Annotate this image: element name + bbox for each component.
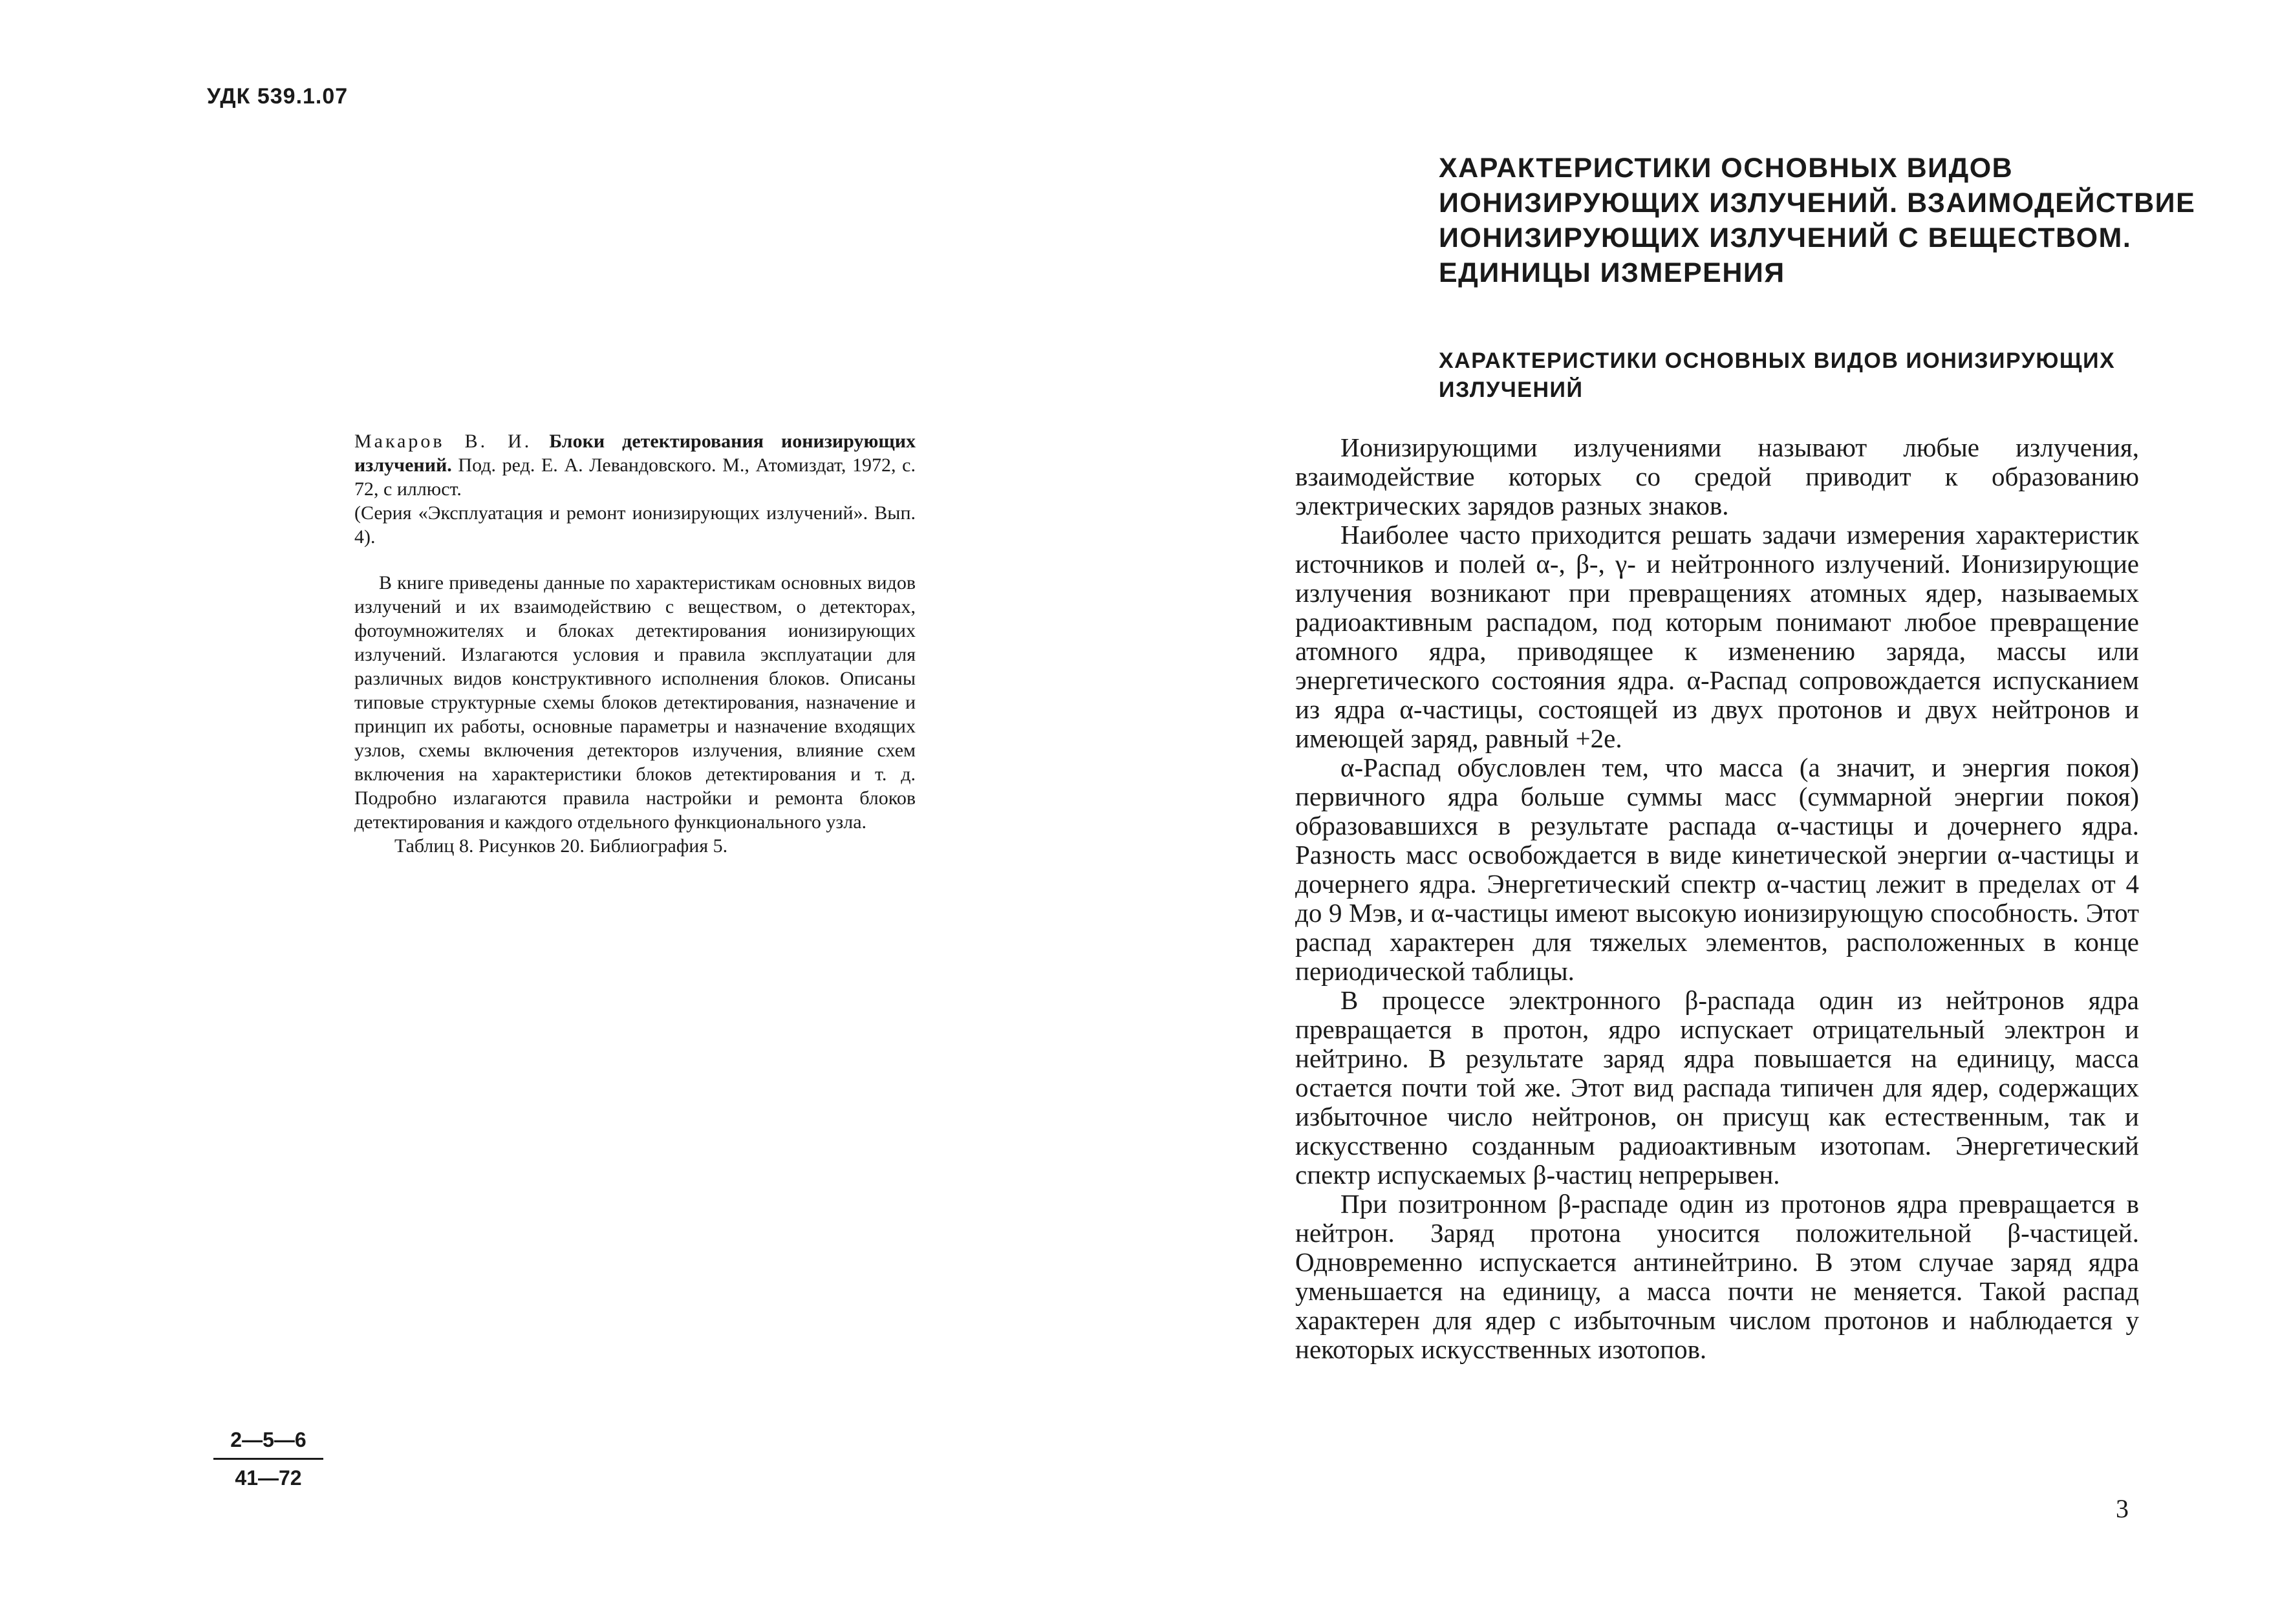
udk-code: УДК 539.1.07 — [207, 84, 349, 109]
chapter-title: ХАРАКТЕРИСТИКИ ОСНОВНЫХ ВИДОВ ИОНИЗИРУЮЩИХ ИЗЛУЧЕНИЙ. ВЗАИМОДЕЙСТВИЕ ИОНИЗИРУЮЩИХ ИЗЛУЧЕНИЙ С ВЕЩЕСТВОМ. ЕДИНИЦЫ ИЗМЕРЕНИЯ — [1439, 153, 2196, 288]
bibliographic-card — [354, 429, 916, 858]
citation-imprint: Под. ред. Е. А. Левандовского. М., Атомиздат, 1972, с. 72, с иллюст. — [354, 454, 916, 500]
paragraph: При позитронном β-распаде один из протонов ядра превращается в нейтрон. Заряд протона уносится положительной β-частицей. Одновременно испускается антинейтрино. В этом случае заряд ядра уменьшается на единицу, а масса почти не меняется. Такой распад характерен для ядер с избыточным числом протонов и наблюдается у некоторых искусственных изотопов. — [1295, 1189, 2139, 1364]
catalog-code-denominator: 41—72 — [235, 1466, 302, 1490]
paragraph: В процессе электронного β-распада один из нейтронов ядра превращается в протон, ядро испускает отрицательный электрон и нейтрино. В результате заряд ядра повышается на единицу, масса остается почти той же. Этот вид распада типичен для ядер, содержащих избыточное число нейтронов, он присущ как естественным, так и искусственно созданным радиоактивным изотопам. Энергетический спектр испускаемых β-частиц непрерывен. — [1295, 985, 2139, 1190]
catalog-code — [213, 1426, 323, 1492]
body-text — [1295, 433, 2139, 1364]
paragraph: Наиболее часто приходится решать задачи измерения характеристик источников и полей α-, β-, γ- и нейтронного излучений. Ионизирующие излучения возникают при превращениях атомных ядер, называемых радиоактивным распадом, под которым понимают любое превращение атомного ядра, приводящее к изменению заряда, массы или энергетического состояния ядра. α-Распад сопровождается испусканием из ядра α-частицы, состоящей из двух протонов и двух нейтронов и имеющей заряд, равный +2e. — [1295, 520, 2139, 753]
citation — [354, 429, 916, 501]
page-number: 3 — [2116, 1494, 2129, 1523]
catalog-code-numerator: 2—5—6 — [213, 1426, 323, 1460]
annotation: В книге приведены данные по характеристикам основных видов излучений и их взаимодействию с веществом, о детекторах, фотоумножителях и блоках детектирования ионизирующих излучений. Излагаются условия и правила эксплуатации для различных видов конструктивного исполнения блоков. Описаны типовые структурные схемы блоков детектирования, назначение и принцип их работы, основные параметры и назначение входящих узлов, схемы включения детекторов излучения, влияние схем включения на характеристики блоков детектирования и т. д. Подробно излагаются правила настройки и ремонта блоков детектирования и каждого отдельного функционального узла. — [354, 572, 916, 833]
citation-author: Макаров В. И. — [354, 431, 532, 452]
paragraph: Ионизирующими излучениями называют любые излучения, взаимодействие которых со средой приводит к образованию электрических зарядов разных знаков. — [1295, 433, 2139, 520]
citation-series: (Серия «Эксплуатация и ремонт ионизирующих излучений». Вып. 4). — [354, 502, 916, 548]
paragraph: α-Распад обусловлен тем, что масса (а значит, и энергия покоя) первичного ядра больше суммы масс (суммарной энергии покоя) образовавшихся в результате распада α-частицы и дочернего ядра. Разность масс освобождается в виде кинетической энергии α-частицы и дочернего ядра. Энергетический спектр α-частиц лежит в пределах от 4 до 9 Мэв, и α-частицы имеют высокую ионизирующую способность. Этот распад характерен для тяжелых элементов, расположенных в конце периодической таблицы. — [1295, 753, 2139, 986]
section-title: ХАРАКТЕРИСТИКИ ОСНОВНЫХ ВИДОВ ИОНИЗИРУЮЩИХ ИЗЛУЧЕНИЙ — [1439, 348, 2116, 402]
citation-book-title: Блоки детектирования ионизирующих излучений. — [354, 431, 916, 476]
tables-info: Таблиц 8. Рисунков 20. Библиография 5. — [394, 835, 728, 857]
